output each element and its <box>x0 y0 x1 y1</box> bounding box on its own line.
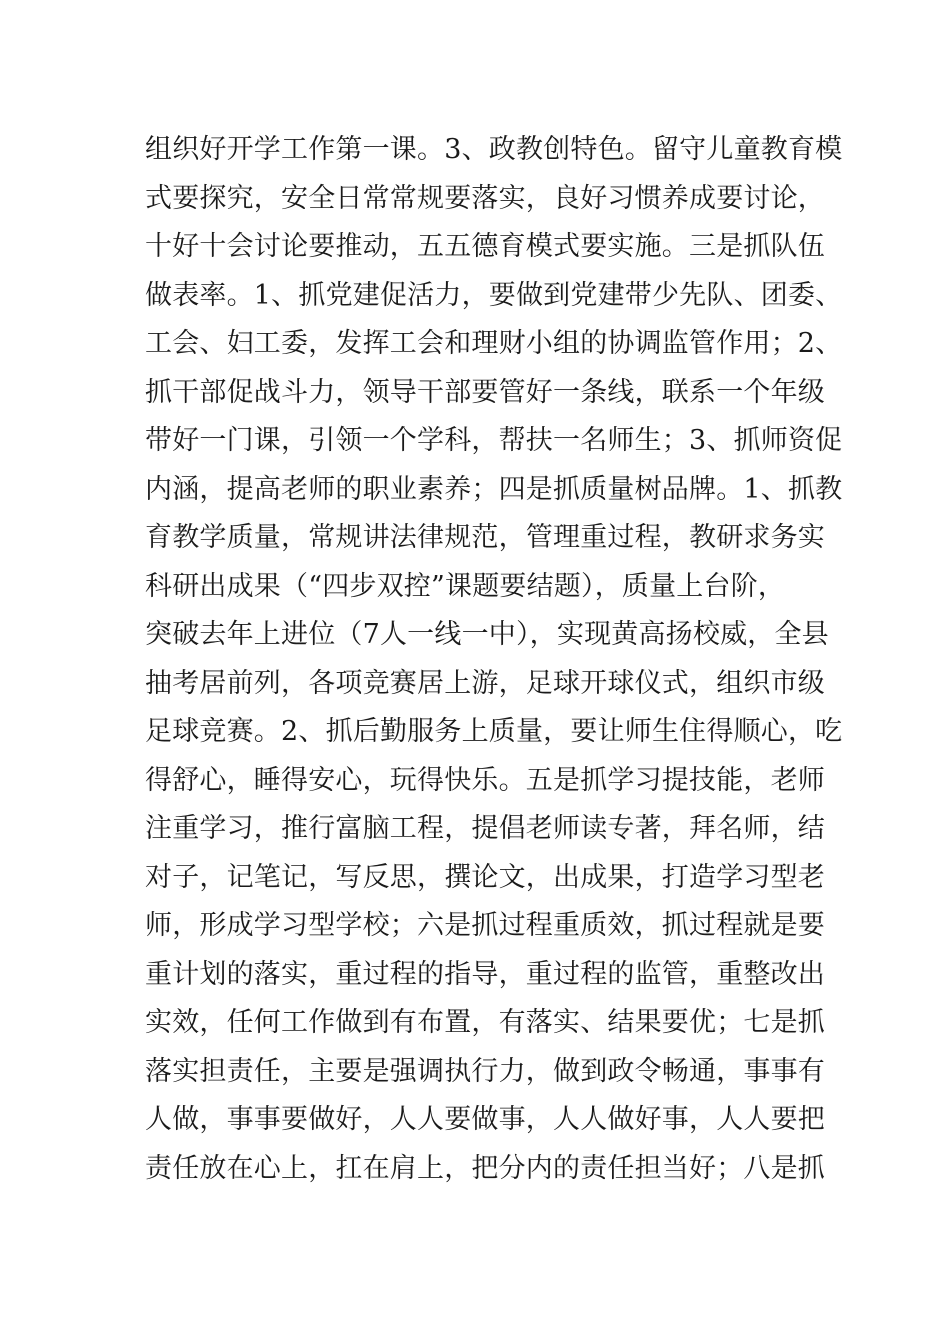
text-line-19: 实效，任何工作做到有布置，有落实、结果要优；七是抓 <box>145 1007 825 1038</box>
text-line-11: 突破去年上进位（7人一线一中），实现黄高扬校威，全县 <box>145 619 829 650</box>
text-line-4: 做表率。1、抓党建促活力，要做到党建带少先队、团委、 <box>145 279 843 311</box>
text-line-17: 师，形成学习型学校；六是抓过程重质效，抓过程就是要 <box>145 910 825 941</box>
text-line-2: 式要探究，安全日常常规要落实，良好习惯养成要讨论， <box>145 182 825 214</box>
text-line-14: 得舒心，睡得安心，玩得快乐。五是抓学习提技能，老师 <box>145 764 825 796</box>
text-line-8: 内涵，提高老师的职业素养；四是抓质量树品牌。1、抓教 <box>145 473 843 505</box>
text-line-12: 抽考居前列，各项竞赛居上游，足球开球仪式，组织市级 <box>145 667 825 699</box>
text-line-6: 抓干部促战斗力，领导干部要管好一条线，联系一个年级 <box>145 376 825 408</box>
text-line-3: 十好十会讨论要推动，五五德育模式要实施。三是抓队伍 <box>145 231 825 262</box>
body-text <box>145 126 843 1193</box>
text-line-16: 对子，记笔记，写反思，撰论文，出成果，打造学习型老 <box>145 861 825 893</box>
text-line-9: 育教学质量，常规讲法律规范，管理重过程，教研求务实 <box>145 522 825 553</box>
text-line-22: 责任放在心上，扛在肩上，把分内的责任担当好；八是抓 <box>145 1152 825 1184</box>
text-line-10: 科研出成果（“四步双控”课题要结题），质量上台阶， <box>145 570 786 602</box>
text-line-1: 组织好开学工作第一课。3、政教创特色。留守儿童教育模 <box>145 134 843 165</box>
text-line-20: 落实担责任，主要是强调执行力，做到政令畅通，事事有 <box>145 1055 825 1087</box>
text-line-13: 足球竞赛。2、抓后勤服务上质量，要让师生住得顺心，吃 <box>145 716 843 747</box>
text-line-5: 工会、妇工委，发挥工会和理财小组的协调监管作用；2、 <box>145 328 843 359</box>
text-line-21: 人做，事事要做好，人人要做事，人人做好事，人人要把 <box>145 1104 825 1135</box>
text-line-18: 重计划的落实，重过程的指导，重过程的监管，重整改出 <box>145 958 825 990</box>
text-line-7: 带好一门课，引领一个学科，帮扶一名师生；3、抓师资促 <box>145 425 843 456</box>
text-line-15: 注重学习，推行富脑工程，提倡老师读专著，拜名师，结 <box>145 813 825 844</box>
